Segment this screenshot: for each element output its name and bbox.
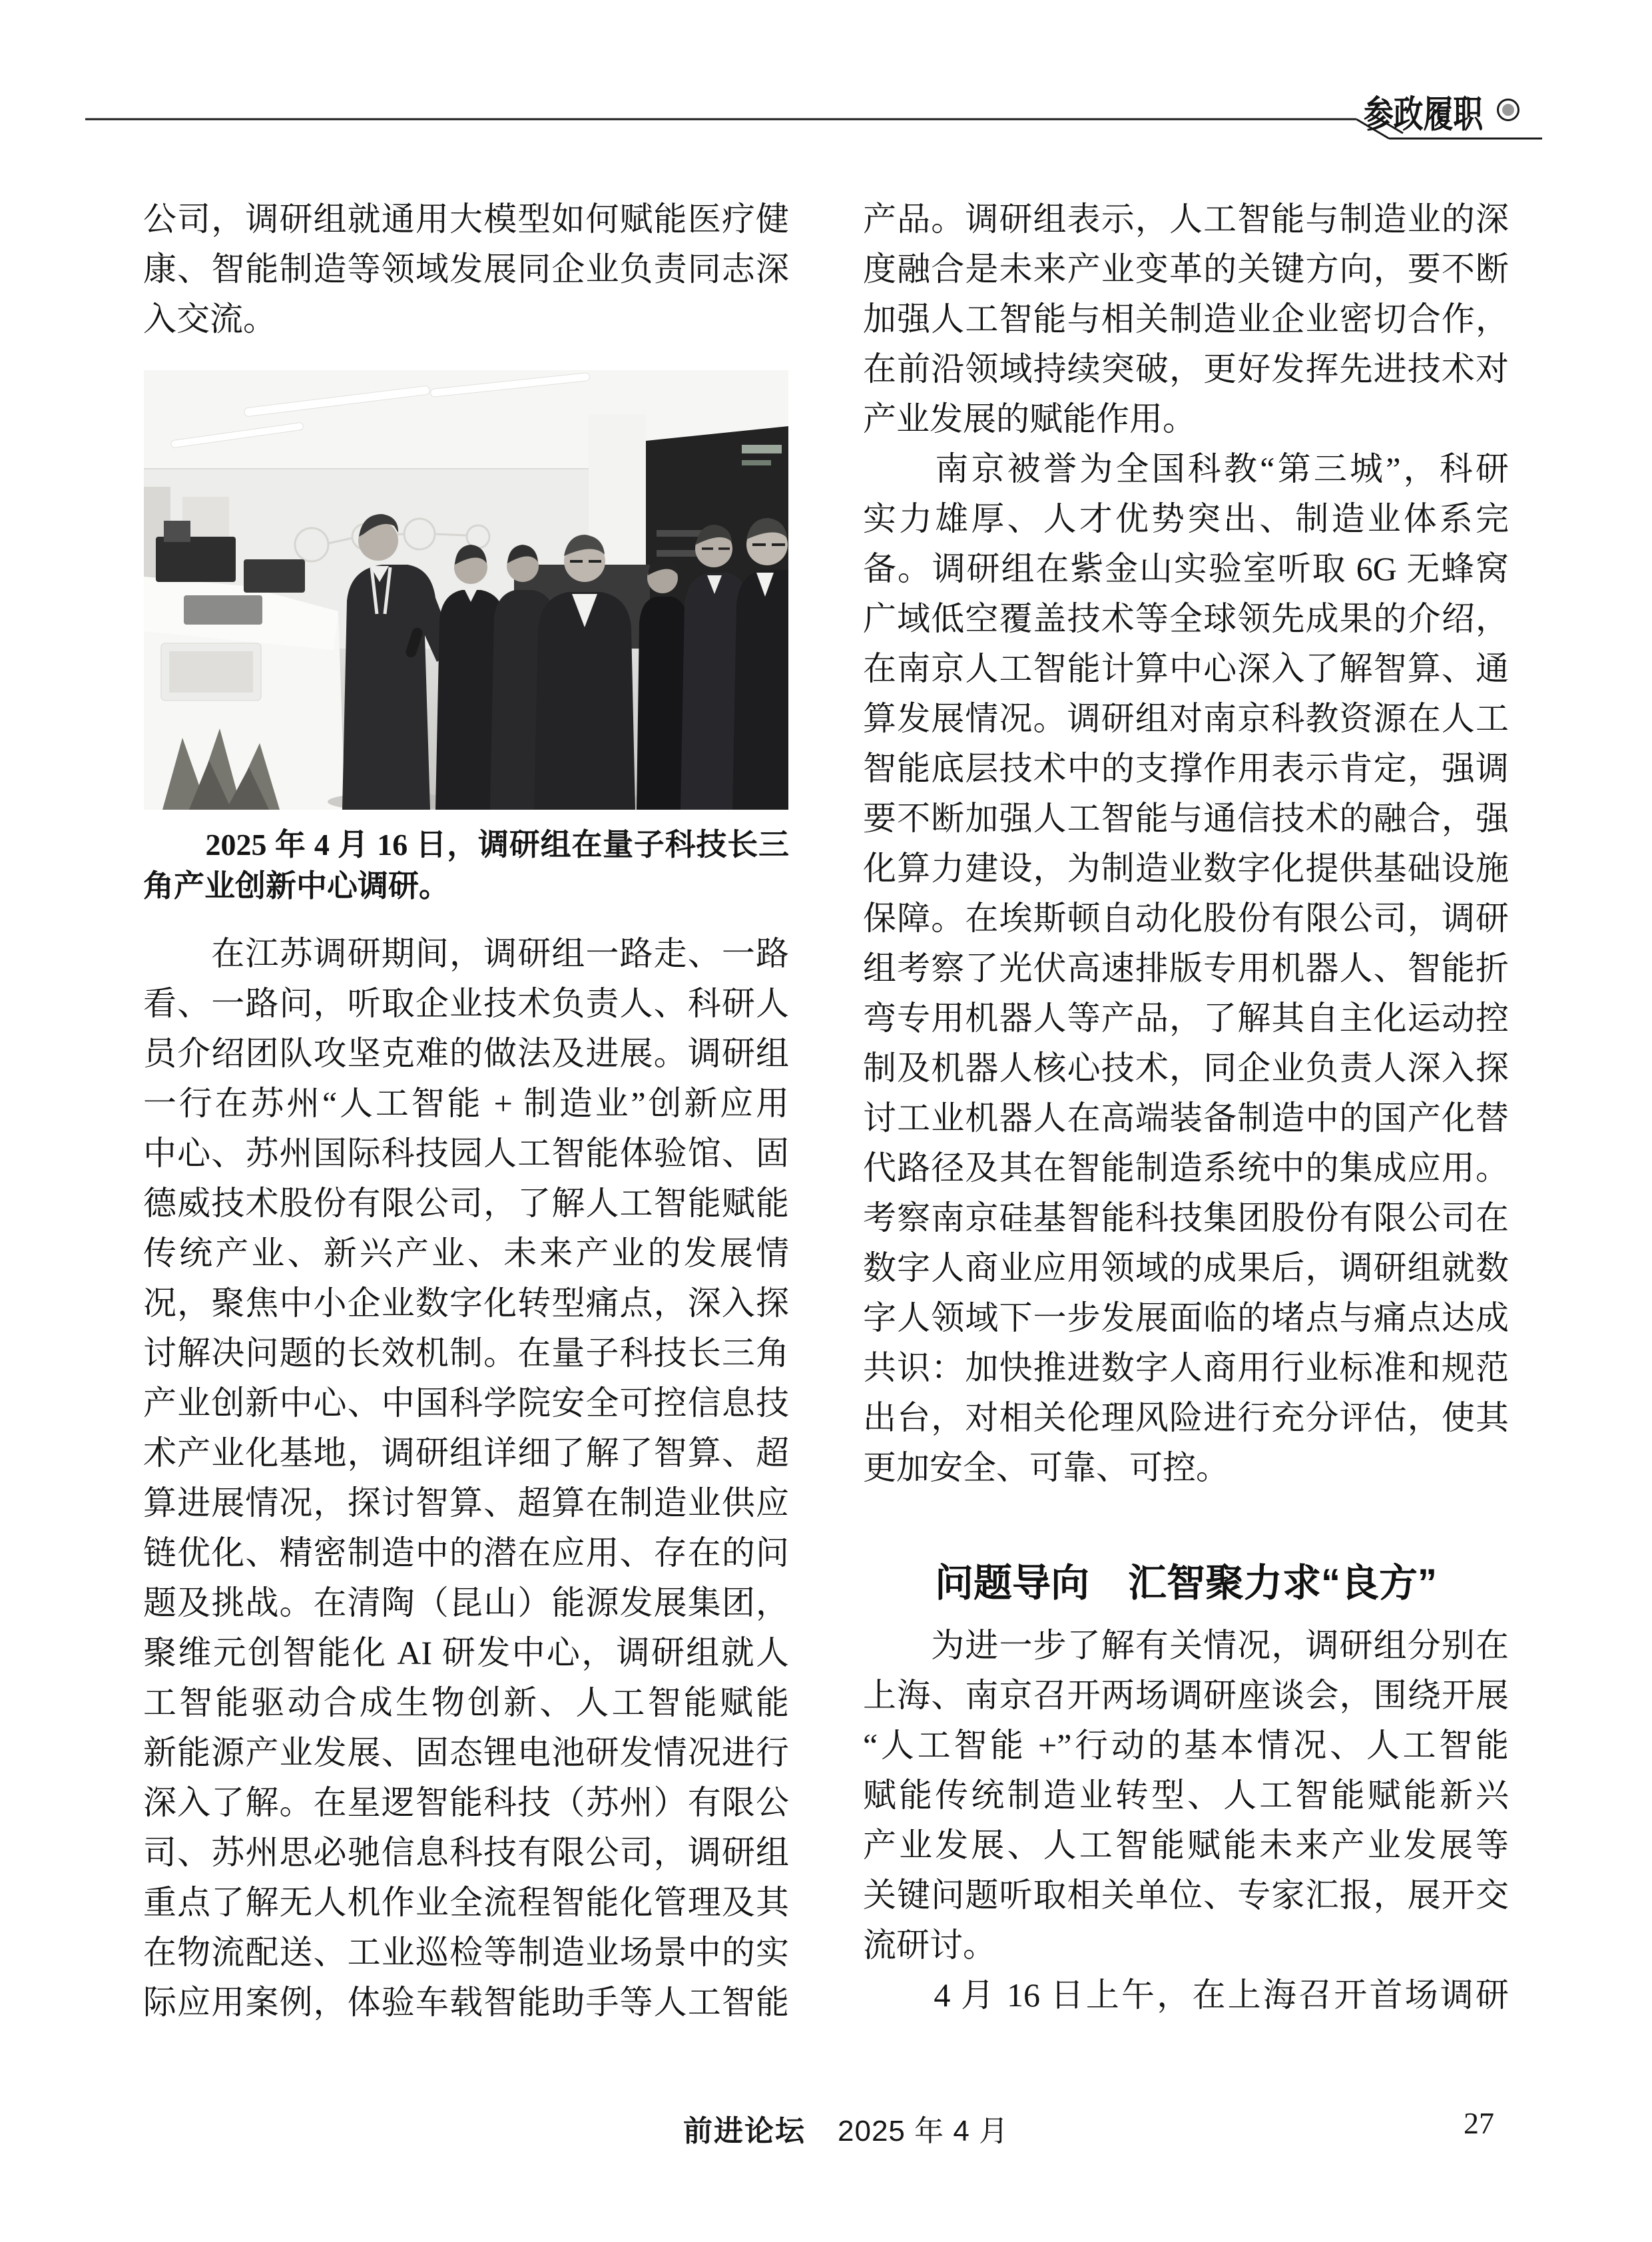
text-line: 共识：加快推进数字人商用行业标准和规范 <box>863 1349 1509 1386</box>
text-line: 要不断加强人工智能与通信技术的融合，强 <box>863 800 1509 837</box>
text-line: 实力雄厚、人才优势突出、制造业体系完 <box>863 500 1509 537</box>
text-line: 加强人工智能与相关制造业企业密切合作， <box>863 300 1509 338</box>
text-line: 产品。调研组表示，人工智能与制造业的深 <box>863 200 1509 238</box>
text-line: “人工智能 +”行动的基本情况、人工智能 <box>863 1727 1509 1764</box>
text-line: 产业发展的赋能作用。 <box>863 400 1196 437</box>
text-line: 算发展情况。调研组对南京科教资源在人工 <box>863 700 1509 737</box>
text-line: 传统产业、新兴产业、未来产业的发展情 <box>143 1235 789 1272</box>
journal-name: 前进论坛 <box>683 2115 806 2147</box>
text-line: 深入了解。在星逻智能科技（苏州）有限公 <box>143 1784 789 1821</box>
text-line: 备。调研组在紫金山实验室听取 6G 无蜂窝 <box>863 550 1509 587</box>
text-line: 重点了解无人机作业全流程智能化管理及其 <box>143 1884 789 1921</box>
text-line: 工智能驱动合成生物创新、人工智能赋能 <box>143 1684 789 1721</box>
text-line: 代路径及其在智能制造系统中的集成应用。 <box>863 1149 1509 1187</box>
text-line: 产业发展、人工智能赋能未来产业发展等 <box>863 1826 1509 1864</box>
bullet-inner-dot <box>1502 104 1514 116</box>
text-line: 术产业化基地，调研组详细了解了智算、超 <box>143 1434 789 1472</box>
text-line: 在物流配送、工业巡检等制造业场景中的实 <box>143 1934 789 1971</box>
text-line: 流研讨。 <box>863 1926 996 1964</box>
paragraph-lead-continuation <box>143 194 789 344</box>
text-line: 角产业创新中心调研。 <box>143 869 449 903</box>
text-line: 字人领域下一步发展面临的堵点与痛点达成 <box>863 1299 1509 1336</box>
text-line: 更加安全、可靠、可控。 <box>863 1449 1229 1486</box>
text-line: 看、一路问，听取企业技术负责人、科研人 <box>143 985 789 1022</box>
text-line: 为进一步了解有关情况，调研组分别在 <box>863 1627 1509 1664</box>
text-line: 题及挑战。在清陶（昆山）能源发展集团， <box>143 1584 789 1621</box>
text-line: 入交流。 <box>143 300 276 338</box>
footer <box>683 2107 1009 2149</box>
section-heading: 问题导向 汇智聚力求“良方” <box>934 1561 1437 1605</box>
text-line: 德威技术股份有限公司，了解人工智能赋能 <box>143 1185 789 1222</box>
text-line: 算进展情况，探讨智算、超算在制造业供应 <box>143 1484 789 1522</box>
paragraph-nanjing-research <box>863 444 1509 1493</box>
text-line: 化算力建设，为制造业数字化提供基础设施 <box>863 850 1509 887</box>
text-line: 南京被誉为全国科教“第三城”，科研 <box>863 450 1509 487</box>
text-line: 上海、南京召开两场调研座谈会，围绕开展 <box>863 1677 1509 1714</box>
text-line: 2025 年 4 月 16 日，调研组在量子科技长三 <box>143 828 789 862</box>
text-line: 赋能传统制造业转型、人工智能赋能新兴 <box>863 1777 1509 1814</box>
text-line: 中心、苏州国际科技园人工智能体验馆、固 <box>143 1135 789 1172</box>
text-line: 智能底层技术中的支撑作用表示肯定，强调 <box>863 750 1509 787</box>
text-line: 链优化、精密制造中的潜在应用、存在的问 <box>143 1534 789 1571</box>
text-line: 司、苏州思必驰信息科技有限公司，调研组 <box>143 1834 789 1871</box>
paragraph-shanghai-meeting <box>863 1970 1509 2020</box>
paragraph-jiangsu-visits <box>143 929 789 2028</box>
text-line: 度融合是未来产业变革的关键方向，要不断 <box>863 250 1509 288</box>
text-line: 数字人商业应用领域的成果后，调研组就数 <box>863 1249 1509 1286</box>
paragraph-symposium <box>863 1621 1509 1970</box>
text-line: 讨解决问题的长效机制。在量子科技长三角 <box>143 1334 789 1372</box>
issue-date: 2025 年 4 月 <box>838 2115 1009 2147</box>
section-bullet-icon <box>1497 99 1519 121</box>
text-line: 考察南京硅基智能科技集团股份有限公司在 <box>863 1199 1509 1237</box>
text-line: 在南京人工智能计算中心深入了解智算、通 <box>863 650 1509 687</box>
text-line: 讨工业机器人在高端装备制造中的国产化替 <box>863 1099 1509 1137</box>
text-line: 弯专用机器人等产品，了解其自主化运动控 <box>863 999 1509 1037</box>
text-line: 新能源产业发展、固态锂电池研发情况进行 <box>143 1734 789 1771</box>
paragraph-ai-manufacturing <box>863 194 1509 444</box>
text-line: 产业创新中心、中国科学院安全可控信息技 <box>143 1384 789 1422</box>
photo-caption <box>143 824 789 907</box>
text-line: 员介绍团队攻坚克难的做法及进展。调研组 <box>143 1035 789 1072</box>
text-line: 保障。在埃斯顿自动化股份有限公司，调研 <box>863 900 1509 937</box>
text-line: 组考察了光伏高速排版专用机器人、智能折 <box>863 950 1509 987</box>
text-line: 公司，调研组就通用大模型如何赋能医疗健 <box>143 200 789 238</box>
text-line: 在前沿领域持续突破，更好发挥先进技术对 <box>863 350 1509 388</box>
page-number: 27 <box>1464 2106 1494 2140</box>
section-label: 参政履职 <box>1364 95 1484 136</box>
text-line: 际应用案例，体验车载智能助手等人工智能 <box>143 1984 789 2021</box>
text-line: 制及机器人核心技术，同企业负责人深入探 <box>863 1049 1509 1087</box>
text-line: 广域低空覆盖技术等全球领先成果的介绍， <box>863 600 1509 637</box>
text-line: 聚维元创智能化 AI 研发中心，调研组就人 <box>143 1634 789 1671</box>
text-line: 出台，对相关伦理风险进行充分评估，使其 <box>863 1399 1509 1436</box>
text-line: 一行在苏州“人工智能 + 制造业”创新应用 <box>143 1085 789 1122</box>
text-line: 康、智能制造等领域发展同企业负责同志深 <box>143 250 789 288</box>
text-line: 在江苏调研期间，调研组一路走、一路 <box>143 935 789 972</box>
text-line: 关键问题听取相关单位、专家汇报，展开交 <box>863 1876 1509 1914</box>
text-line: 况，聚焦中小企业数字化转型痛点，深入探 <box>143 1284 789 1322</box>
exhibition-photo <box>144 370 788 810</box>
text-line: 4 月 16 日上午，在上海召开首场调研 <box>863 1976 1509 2014</box>
